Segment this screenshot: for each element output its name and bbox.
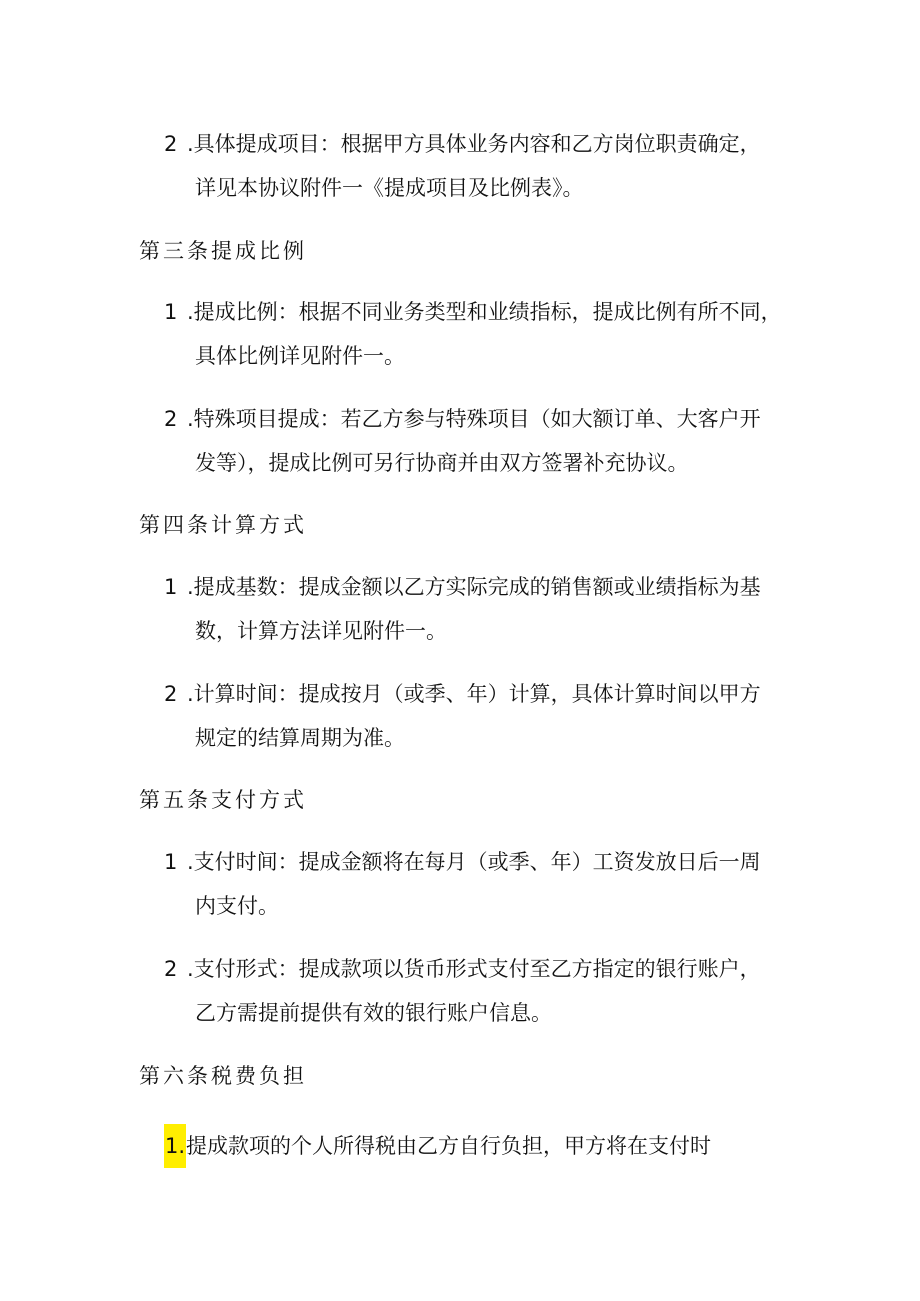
item-text: .具体提成项目：根据甲方具体业务内容和乙方岗位职责确定， [187,132,761,156]
section-heading-5: 第五条支付方式 [139,788,307,812]
clause-item-3-2-special [164,397,804,485]
clause-line-2: 规定的结算周期为准。 [195,726,405,750]
clause-line-1 [164,290,804,334]
clause-line-2: 内支付。 [195,894,279,918]
clause-line-1 [164,397,804,441]
clause-line-1 [164,1124,804,1168]
clause-item-2-2-project [164,122,804,210]
clause-item-4-1-base [164,565,804,653]
clause-item-3-1-ratio [164,290,804,378]
item-number: 1 [164,575,178,599]
clause-line-1 [164,672,804,716]
clause-line-2: 详见本协议附件一《提成项目及比例表》。 [195,176,584,200]
clause-line-1 [164,122,804,166]
section-heading-6: 第六条税费负担 [139,1064,307,1088]
item-text: .支付时间：提成金额将在每月（或季、年）工资发放日后一周 [187,850,761,874]
item-number: 2 [164,132,178,156]
clause-item-6-1-tax [164,1124,804,1168]
item-number: 2 [164,957,178,981]
item-text: .提成比例：根据不同业务类型和业绩指标，提成比例有所不同， [187,300,782,324]
item-text: 提成款项的个人所得税由乙方自行负担，甲方将在支付时 [186,1134,712,1158]
item-text: .提成基数：提成金额以乙方实际完成的销售额或业绩指标为基 [187,575,761,599]
item-number: 2 [164,407,178,431]
clause-line-1 [164,947,804,991]
highlighted-item-number: 1. [164,1124,186,1168]
item-text: .计算时间：提成按月（或季、年）计算，具体计算时间以甲方 [187,682,761,706]
clause-line-2: 数，计算方法详见附件一。 [195,619,447,643]
section-heading-3: 第三条提成比例 [139,239,307,263]
item-number: 2 [164,682,178,706]
item-number: 1 [164,300,178,324]
item-number: 1 [164,850,178,874]
clause-item-5-1-pay-time [164,840,804,928]
clause-item-4-2-time [164,672,804,760]
clause-line-2: 发等），提成比例可另行协商并由双方签署补充协议。 [195,451,689,475]
clause-line-1 [164,565,804,609]
item-text: .特殊项目提成：若乙方参与特殊项目（如大额订单、大客户开 [187,407,761,431]
item-text: .支付形式：提成款项以货币形式支付至乙方指定的银行账户， [187,957,761,981]
clause-line-1 [164,840,804,884]
clause-item-5-2-pay-form [164,947,804,1035]
section-heading-4: 第四条计算方式 [139,513,307,537]
clause-line-2: 具体比例详见附件一。 [195,344,405,368]
clause-line-2: 乙方需提前提供有效的银行账户信息。 [195,1001,552,1025]
